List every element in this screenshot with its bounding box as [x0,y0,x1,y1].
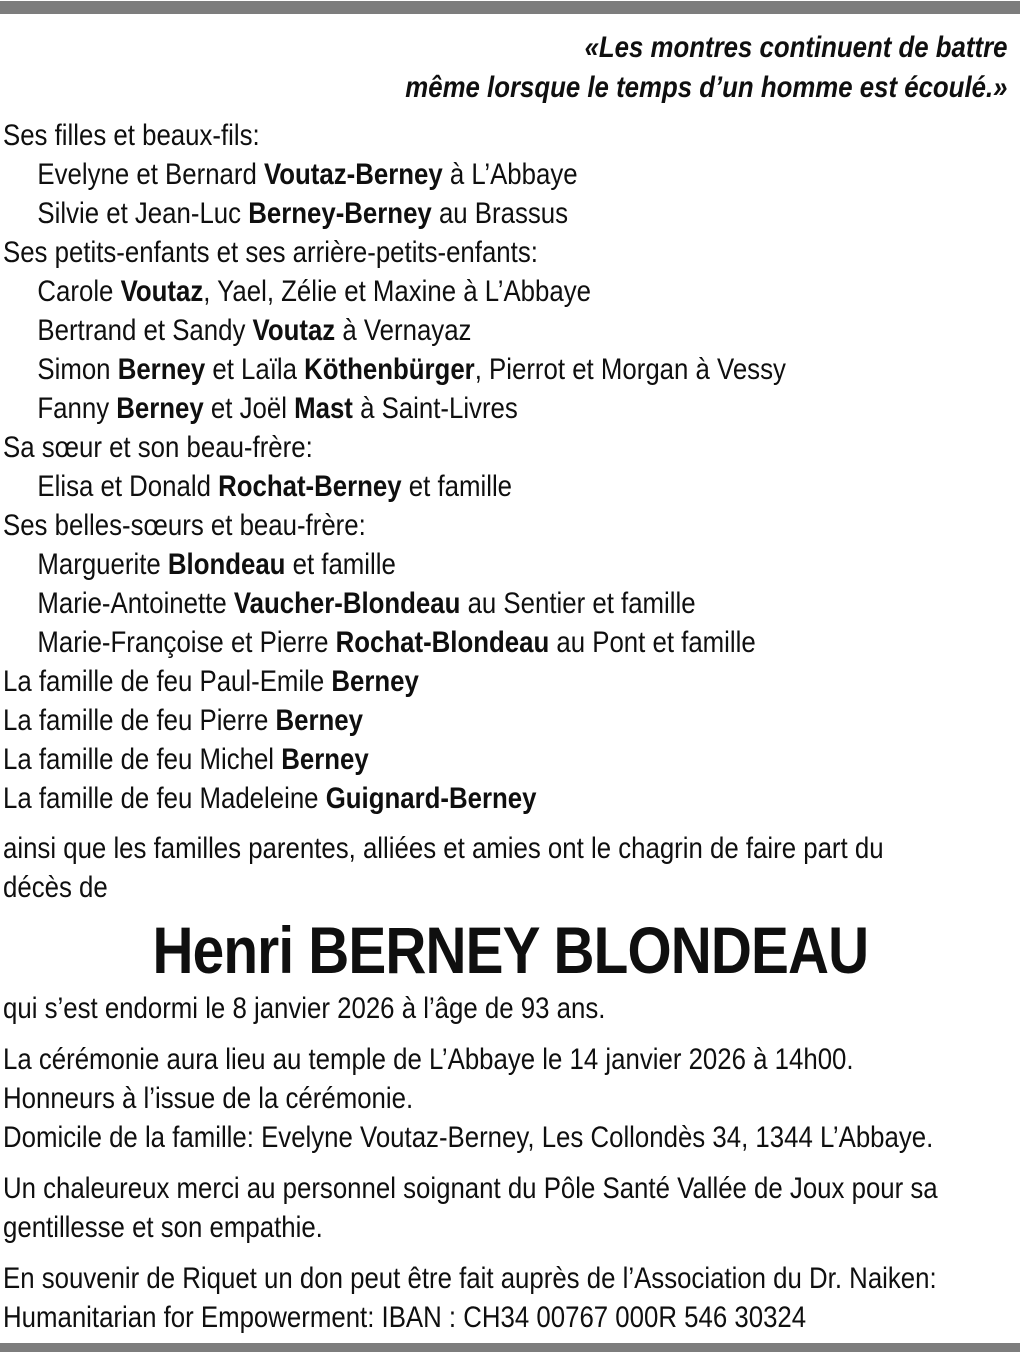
family-line-text: au Brassus [431,197,569,230]
family-line-text: et famille [401,470,513,503]
thanks-line: gentillesse et son empathie. [3,1211,323,1244]
memorial-quote-line: même lorsque le temps d’un homme est écoulé.» [405,71,1008,104]
family-line-text: , Pierrot et Morgan à Vessy [474,353,786,386]
family-surname-bold: Berney-Berney [248,197,432,230]
family-line [3,428,1018,467]
deceased-name: Henri BERNEY BLONDEAU [152,913,869,987]
family-line-text: Marguerite [37,548,168,581]
family-line-text: La famille de feu Michel [3,743,282,776]
family-line-text: Carole [37,275,121,308]
family-line-text: Ses petits-enfants et ses arrière-petits-enfants: [3,236,538,269]
family-surname-bold: Berney [275,704,363,737]
family-line-text: Marie-Françoise et Pierre [37,626,336,659]
family-line [3,662,1018,701]
family-line-text: au Pont et famille [549,626,756,659]
family-line-text: au Sentier et famille [460,587,696,620]
family-surname-bold: Berney [117,353,206,386]
family-line-text: Silvie et Jean-Luc [37,197,249,230]
donation-paragraph [3,1259,1018,1337]
family-line [3,389,1018,428]
family-line [3,779,1018,818]
family-line [3,194,1018,233]
memorial-quote-line: «Les montres continuent de battre [584,31,1008,64]
family-list [3,116,1018,818]
donation-line: Humanitarian for Empowerment: IBAN : CH34 00767 000R 546 30324 [3,1301,807,1334]
family-line [3,467,1018,506]
family-surname-bold: Berney [116,392,204,425]
ceremony-line: Honneurs à l’issue de la cérémonie. [3,1082,414,1115]
family-surname-bold: Voutaz [252,314,336,347]
family-line [3,740,1018,779]
family-surname-bold: Mast [294,392,353,425]
family-surname-bold: Berney [331,665,419,698]
bottom-divider-bar [0,1343,1020,1352]
announcement-line: décès de [3,871,108,904]
family-line-text: à L’Abbaye [442,158,578,191]
top-divider-bar [0,1,1020,14]
family-surname-bold: Voutaz [120,275,204,308]
family-surname-bold: Vaucher-Blondeau [233,587,461,620]
family-surname-bold: Köthenbürger [304,353,475,386]
family-line [3,155,1018,194]
family-line-text: Bertrand et Sandy [37,314,253,347]
family-line-text: Ses filles et beaux-fils: [3,119,260,152]
family-line-text: La famille de feu Paul-Emile [3,665,332,698]
family-line [3,584,1018,623]
family-line [3,311,1018,350]
family-line [3,116,1018,155]
family-line-text: Simon [37,353,118,386]
family-line [3,506,1018,545]
family-line-text: Marie-Antoinette [37,587,234,620]
death-line: qui s’est endormi le 8 janvier 2026 à l’âge de 93 ans. [3,992,606,1025]
family-surname-bold: Voutaz-Berney [263,158,443,191]
ceremony-line: La cérémonie aura lieu au temple de L’Abbaye le 14 janvier 2026 à 14h00. [3,1043,854,1076]
family-line-text: La famille de feu Pierre [3,704,276,737]
family-surname-bold: Guignard-Berney [325,782,537,815]
ceremony-line: Domicile de la famille: Evelyne Voutaz-Berney, Les Collondès 34, 1344 L’Abbaye. [3,1121,934,1154]
family-line [3,623,1018,662]
family-line-text: Evelyne et Bernard [37,158,264,191]
announcement-line: ainsi que les familles parentes, alliées et amies ont le chagrin de faire part du [3,832,884,865]
family-line-text: et Laïla [205,353,305,386]
family-line-text: à Saint-Livres [352,392,518,425]
family-surname-bold: Blondeau [167,548,286,581]
announcement-paragraph [3,829,1018,907]
family-surname-bold: Berney [281,743,369,776]
family-line [3,701,1018,740]
family-line-text: Elisa et Donald [37,470,219,503]
family-line [3,233,1018,272]
family-line-text: à Vernayaz [335,314,472,347]
family-line-text: et Joël [203,392,295,425]
family-line-text: La famille de feu Madeleine [3,782,326,815]
family-surname-bold: Rochat-Berney [218,470,402,503]
family-line [3,272,1018,311]
thanks-paragraph [3,1169,1018,1247]
family-line-text: Fanny [37,392,117,425]
thanks-line: Un chaleureux merci au personnel soignant du Pôle Santé Vallée de Joux pour sa [3,1172,938,1205]
family-line [3,545,1018,584]
family-surname-bold: Rochat-Blondeau [335,626,550,659]
family-line-text: et famille [285,548,396,581]
family-line-text: , Yael, Zélie et Maxine à L’Abbaye [203,275,591,308]
family-line-text: Ses belles-sœurs et beau-frère: [3,509,366,542]
family-line [3,350,1018,389]
obituary-notice [3,14,1018,1337]
family-line-text: Sa sœur et son beau-frère: [3,431,313,464]
memorial-quote [3,28,1007,108]
donation-line: En souvenir de Riquet un don peut être fait auprès de l’Association du Dr. Naiken: [3,1262,937,1295]
ceremony-paragraph [3,1040,1018,1157]
